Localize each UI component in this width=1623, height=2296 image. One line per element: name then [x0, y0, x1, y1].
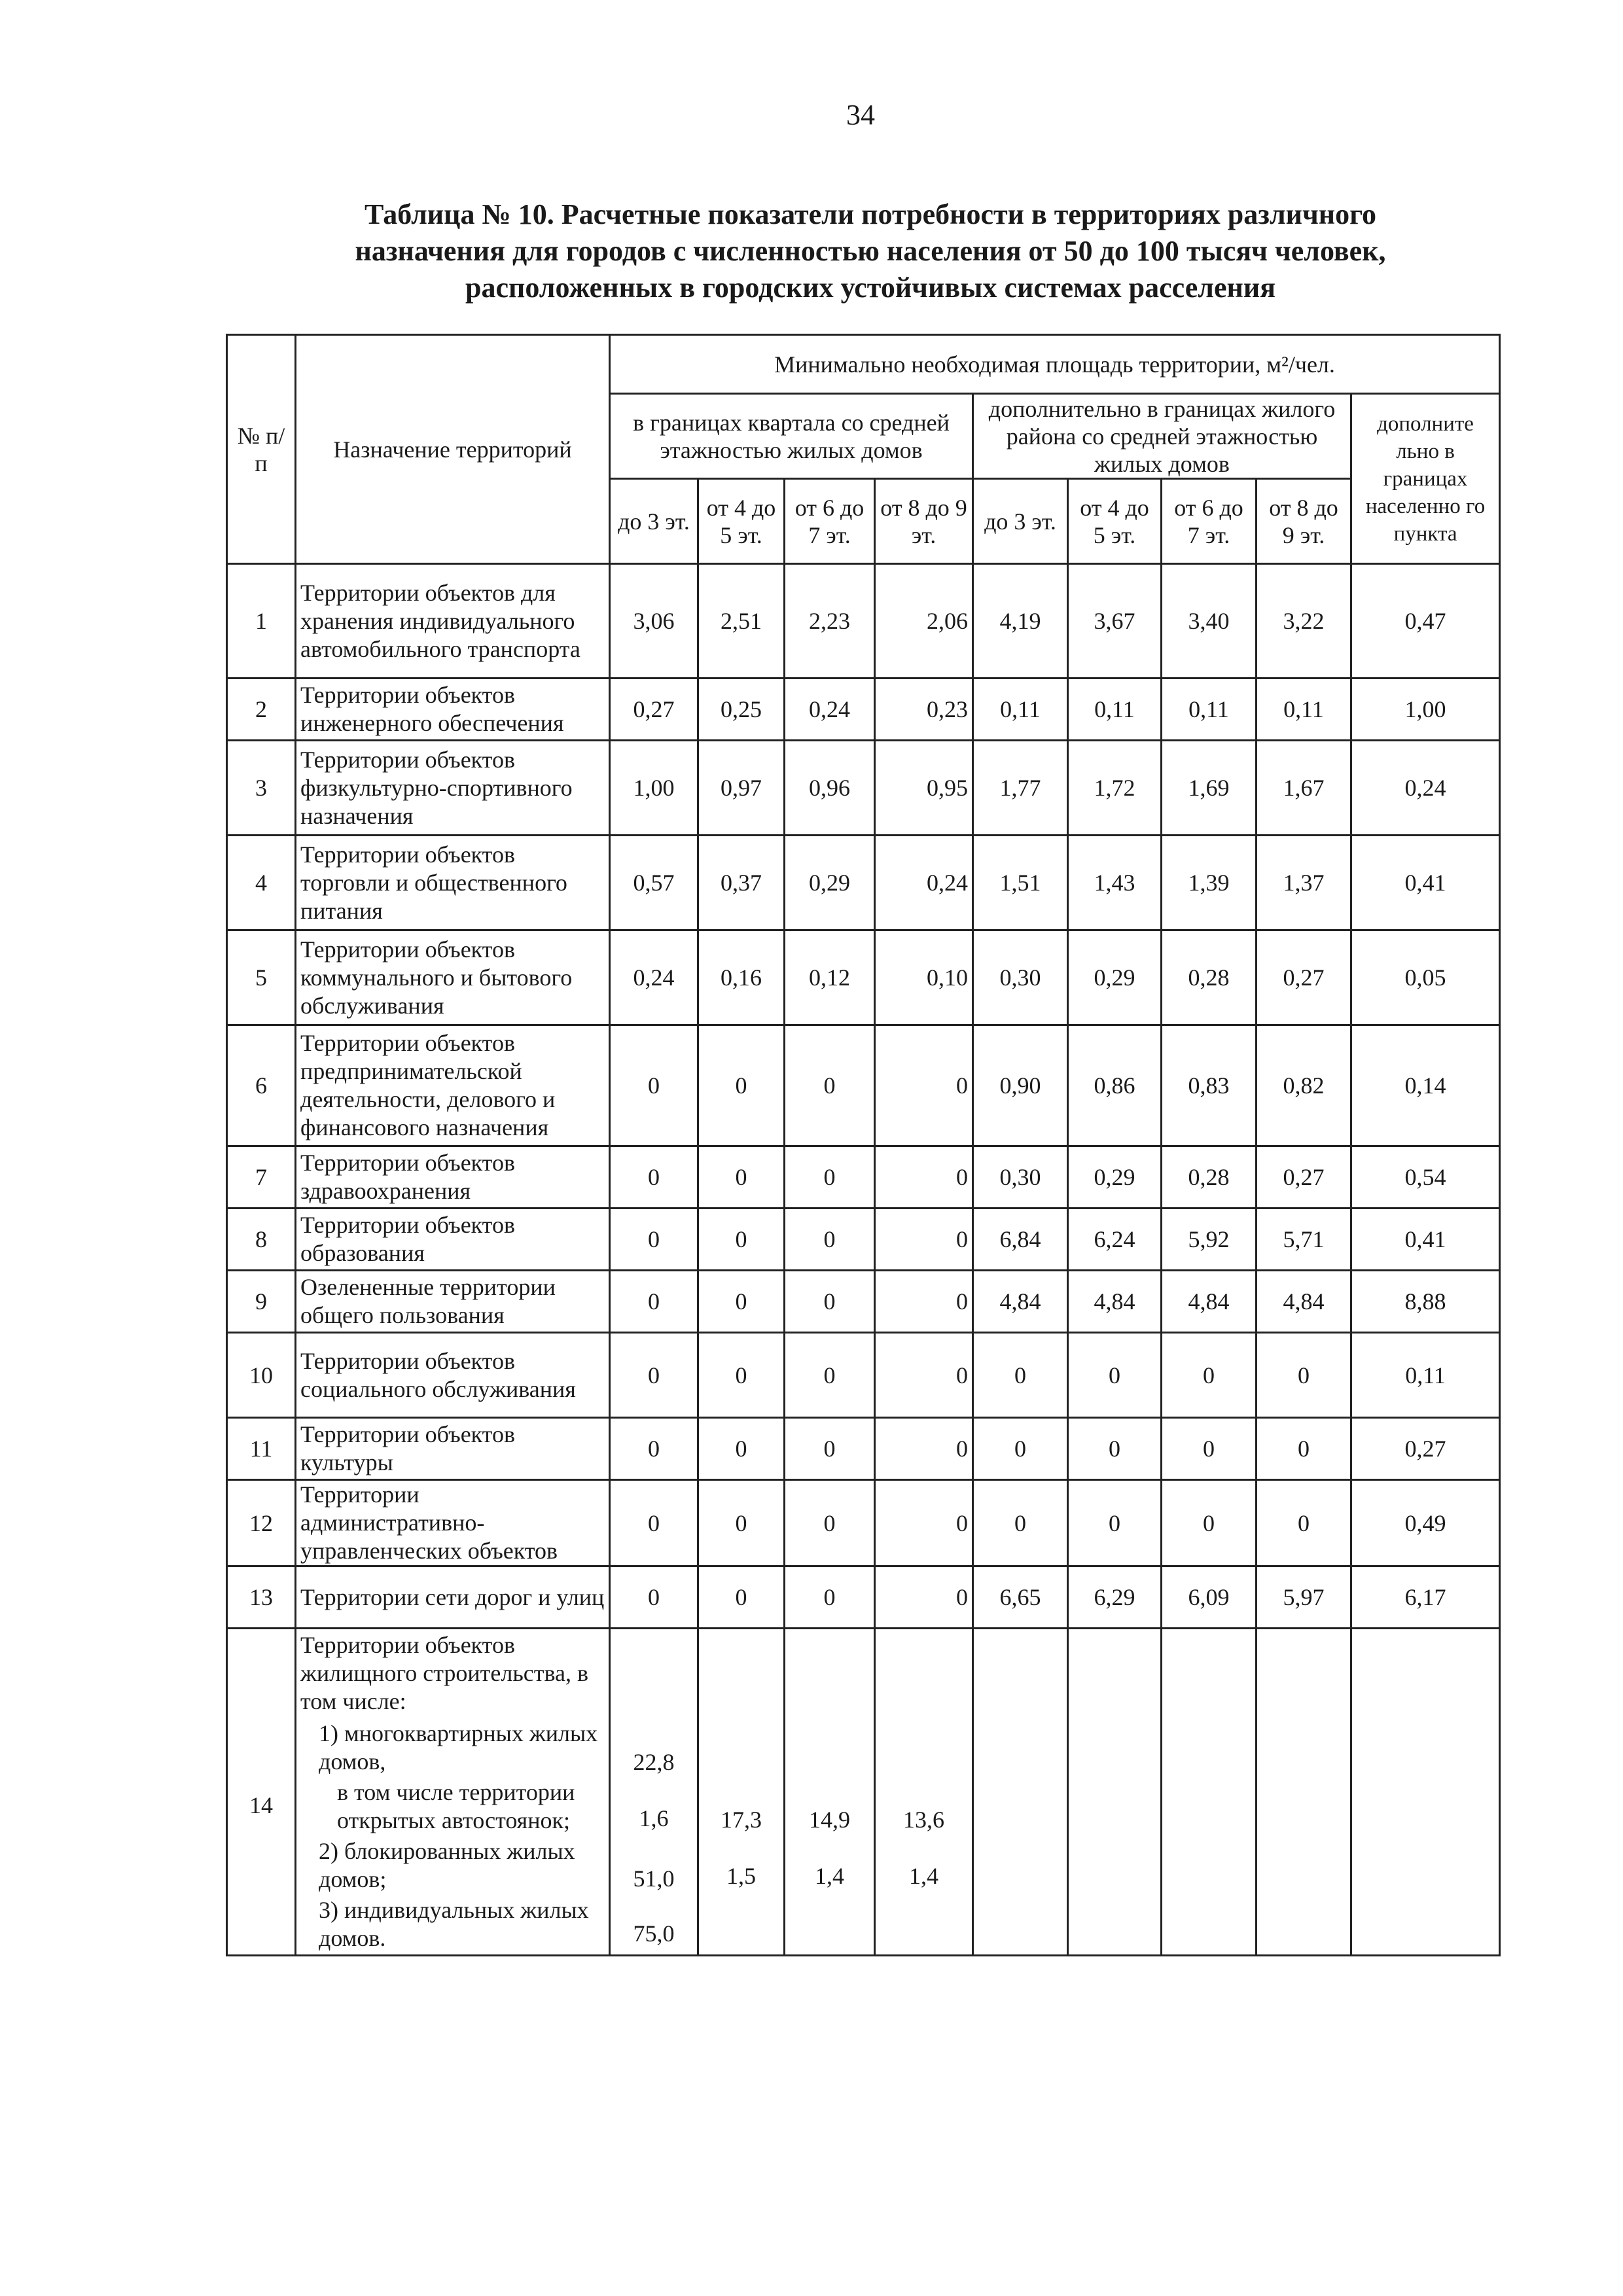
row-number: 8	[227, 1209, 296, 1271]
cell-value: 0	[1162, 1418, 1257, 1480]
cell-value: 0,54	[1351, 1146, 1500, 1209]
cell-value: 0,57	[610, 836, 698, 930]
header-group-block: в границах квартала со средней этажностью жилых домов	[610, 394, 973, 479]
header-floors: до 3 эт.	[973, 479, 1068, 564]
row14-col	[1257, 1629, 1351, 1956]
cell-value: 3,40	[1162, 564, 1257, 679]
cell-value: 4,84	[1068, 1271, 1162, 1333]
header-floors: от 4 до 5 эт.	[1068, 479, 1162, 564]
cell-value: 0	[698, 1025, 785, 1146]
cell-value: 1,5	[726, 1862, 756, 1889]
row-number: 13	[227, 1566, 296, 1629]
cell-value: 0,29	[1068, 1146, 1162, 1209]
cell-value: 0,83	[1162, 1025, 1257, 1146]
cell-value: 0,27	[610, 679, 698, 741]
header-floors: от 4 до 5 эт.	[698, 479, 785, 564]
row-purpose: Озелененные территории общего пользования	[296, 1271, 610, 1333]
cell-value: 4,84	[1162, 1271, 1257, 1333]
cell-value: 1,6	[639, 1805, 669, 1831]
cell-value: 0	[875, 1480, 973, 1566]
cell-value: 0,97	[698, 741, 785, 836]
table-row	[227, 1566, 1500, 1629]
cell-value: 0	[973, 1333, 1068, 1418]
cell-value: 0,12	[785, 930, 875, 1025]
table-title	[249, 196, 1492, 306]
header-floors: от 6 до 7 эт.	[1162, 479, 1257, 564]
row-number: 11	[227, 1418, 296, 1480]
cell-value: 0,28	[1162, 930, 1257, 1025]
cell-value: 0,29	[785, 836, 875, 930]
cell-value: 0	[698, 1566, 785, 1629]
row14-col	[875, 1629, 973, 1956]
table-row	[227, 1418, 1500, 1480]
cell-value: 2,06	[875, 564, 973, 679]
cell-value: 6,65	[973, 1566, 1068, 1629]
cell-value: 0	[875, 1333, 973, 1418]
row-number: 10	[227, 1333, 296, 1418]
cell-value: 6,84	[973, 1209, 1068, 1271]
row-number: 4	[227, 836, 296, 930]
cell-value: 0	[785, 1418, 875, 1480]
cell-value: 8,88	[1351, 1271, 1500, 1333]
header-group-district: дополнительно в границах жилого района со средней этажностью жилых домов	[973, 394, 1351, 479]
cell-value: 0,47	[1351, 564, 1500, 679]
cell-value: 0	[875, 1566, 973, 1629]
cell-value: 0,41	[1351, 1209, 1500, 1271]
cell-value: 1,69	[1162, 741, 1257, 836]
row14-heading: Территории объектов жилищного строительства, в том числе:	[300, 1632, 588, 1714]
row14-col	[785, 1629, 875, 1956]
row-purpose	[296, 1629, 610, 1956]
row-purpose: Территории объектов физкультурно-спортивного назначения	[296, 741, 610, 836]
cell-value: 0	[610, 1209, 698, 1271]
cell-value: 0	[785, 1146, 875, 1209]
cell-value: 0	[875, 1146, 973, 1209]
row14-col	[698, 1629, 785, 1956]
cell-value: 0	[698, 1333, 785, 1418]
title-line: Таблица № 10. Расчетные показатели потребности в территориях различного	[364, 198, 1377, 230]
table-row	[227, 1025, 1500, 1146]
cell-value: 0	[875, 1271, 973, 1333]
table-row	[227, 741, 1500, 836]
table-row	[227, 1271, 1500, 1333]
row-purpose: Территории объектов предпринимательской деятельности, делового и финансового назначения	[296, 1025, 610, 1146]
cell-value: 0	[1068, 1333, 1162, 1418]
cell-value: 4,19	[973, 564, 1068, 679]
row-purpose: Территории объектов инженерного обеспечения	[296, 679, 610, 741]
table-row-14	[227, 1629, 1500, 1956]
cell-value: 0,30	[973, 1146, 1068, 1209]
cell-value: 0	[1068, 1418, 1162, 1480]
cell-value: 0,41	[1351, 836, 1500, 930]
table-body	[227, 564, 1500, 1629]
cell-value: 3,22	[1257, 564, 1351, 679]
row-purpose: Территории административно-управленческих объектов	[296, 1480, 610, 1566]
cell-value: 0	[610, 1333, 698, 1418]
row-number: 6	[227, 1025, 296, 1146]
cell-value: 3,06	[610, 564, 698, 679]
cell-value: 5,97	[1257, 1566, 1351, 1629]
row-purpose: Территории объектов социального обслуживания	[296, 1333, 610, 1418]
row-purpose: Территории объектов образования	[296, 1209, 610, 1271]
cell-value: 5,92	[1162, 1209, 1257, 1271]
row14-col	[610, 1629, 698, 1956]
cell-value: 3,67	[1068, 564, 1162, 679]
cell-value: 0,11	[973, 679, 1068, 741]
row-number: 5	[227, 930, 296, 1025]
cell-value: 0,28	[1162, 1146, 1257, 1209]
cell-value: 0	[698, 1480, 785, 1566]
cell-value: 0,24	[785, 679, 875, 741]
table-row	[227, 1333, 1500, 1418]
cell-value: 1,77	[973, 741, 1068, 836]
cell-value: 0	[698, 1209, 785, 1271]
row14-item: 1) многоквартирных жилых домов,	[319, 1720, 598, 1775]
cell-value: 0,11	[1068, 679, 1162, 741]
cell-value: 0,95	[875, 741, 973, 836]
cell-value: 0	[785, 1271, 875, 1333]
cell-value: 1,00	[1351, 679, 1500, 741]
cell-value: 0,27	[1257, 1146, 1351, 1209]
row-purpose: Территории объектов торговли и общественного питания	[296, 836, 610, 930]
table-row	[227, 679, 1500, 741]
cell-value: 0,90	[973, 1025, 1068, 1146]
cell-value: 1,43	[1068, 836, 1162, 930]
cell-value: 0	[875, 1209, 973, 1271]
cell-value: 2,51	[698, 564, 785, 679]
row-number: 3	[227, 741, 296, 836]
cell-value: 6,09	[1162, 1566, 1257, 1629]
cell-value: 0	[610, 1271, 698, 1333]
cell-value: 0	[973, 1418, 1068, 1480]
cell-value: 1,51	[973, 836, 1068, 930]
cell-value: 0	[610, 1146, 698, 1209]
cell-value: 1,4	[815, 1862, 844, 1889]
cell-value: 5,71	[1257, 1209, 1351, 1271]
cell-value: 0	[1162, 1480, 1257, 1566]
row-purpose: Территории сети дорог и улиц	[296, 1566, 610, 1629]
cell-value: 0,11	[1351, 1333, 1500, 1418]
title-line: расположенных в городских устойчивых системах расселения	[465, 272, 1275, 304]
cell-value: 0	[1257, 1333, 1351, 1418]
row14-col	[1162, 1629, 1257, 1956]
cell-value: 0,37	[698, 836, 785, 930]
cell-value: 0,24	[1351, 741, 1500, 836]
header-floors: от 8 до 9 эт.	[875, 479, 973, 564]
cell-value: 75,0	[633, 1920, 675, 1947]
header-floors: до 3 эт.	[610, 479, 698, 564]
header-floors: от 6 до 7 эт.	[785, 479, 875, 564]
table-row	[227, 1146, 1500, 1209]
cell-value: 2,23	[785, 564, 875, 679]
table-row	[227, 564, 1500, 679]
cell-value: 1,4	[909, 1862, 938, 1889]
cell-value: 1,72	[1068, 741, 1162, 836]
page-number: 34	[846, 99, 875, 131]
row14-col	[1351, 1629, 1500, 1956]
row-number: 7	[227, 1146, 296, 1209]
cell-value: 6,29	[1068, 1566, 1162, 1629]
cell-value: 0	[1068, 1480, 1162, 1566]
cell-value: 0	[610, 1025, 698, 1146]
cell-value: 6,24	[1068, 1209, 1162, 1271]
cell-value: 0	[785, 1480, 875, 1566]
cell-value: 14,9	[809, 1806, 850, 1833]
cell-value: 0,10	[875, 930, 973, 1025]
cell-value: 22,8	[633, 1748, 675, 1775]
cell-value: 0	[785, 1209, 875, 1271]
row-number: 12	[227, 1480, 296, 1566]
cell-value: 0,05	[1351, 930, 1500, 1025]
cell-value: 0,30	[973, 930, 1068, 1025]
header-number: № п/п	[227, 335, 296, 564]
row-number: 14	[227, 1629, 296, 1956]
cell-value: 0,11	[1162, 679, 1257, 741]
cell-value: 0	[610, 1480, 698, 1566]
row14-col	[973, 1629, 1068, 1956]
cell-value: 1,37	[1257, 836, 1351, 930]
cell-value: 1,67	[1257, 741, 1351, 836]
header-main-group: Минимально необходимая площадь территории, м²/чел.	[610, 335, 1500, 394]
cell-value: 0,27	[1351, 1418, 1500, 1480]
requirements-table	[226, 334, 1501, 1956]
cell-value: 0	[698, 1418, 785, 1480]
table-row	[227, 1480, 1500, 1566]
header-group-settlement: дополните льно в границах населенно го пункта	[1351, 394, 1500, 564]
cell-value: 0	[875, 1418, 973, 1480]
row14-item: 2) блокированных жилых домов;	[319, 1838, 575, 1892]
row-number: 1	[227, 564, 296, 679]
cell-value: 0,96	[785, 741, 875, 836]
cell-value: 0	[785, 1333, 875, 1418]
cell-value: 1,39	[1162, 836, 1257, 930]
cell-value: 0	[698, 1271, 785, 1333]
row14-item: 3) индивидуальных жилых домов.	[319, 1897, 589, 1951]
cell-value: 0	[973, 1480, 1068, 1566]
cell-value: 0,23	[875, 679, 973, 741]
cell-value: 0,14	[1351, 1025, 1500, 1146]
row-number: 2	[227, 679, 296, 741]
header-floors: от 8 до 9 эт.	[1257, 479, 1351, 564]
row-purpose: Территории объектов здравоохранения	[296, 1146, 610, 1209]
row-purpose: Территории объектов культуры	[296, 1418, 610, 1480]
cell-value: 51,0	[633, 1865, 675, 1892]
cell-value: 0	[785, 1566, 875, 1629]
title-line: назначения для городов с численностью населения от 50 до 100 тысяч человек,	[355, 235, 1386, 267]
table-row	[227, 1209, 1500, 1271]
cell-value: 0	[610, 1566, 698, 1629]
cell-value: 4,84	[973, 1271, 1068, 1333]
cell-value: 0,49	[1351, 1480, 1500, 1566]
cell-value: 0,27	[1257, 930, 1351, 1025]
header-purpose: Назначение территорий	[296, 335, 610, 564]
cell-value: 0,16	[698, 930, 785, 1025]
cell-value: 0	[1257, 1418, 1351, 1480]
cell-value: 0	[698, 1146, 785, 1209]
cell-value: 0,29	[1068, 930, 1162, 1025]
row14-item: в том числе территории открытых автостоянок;	[337, 1779, 575, 1833]
cell-value: 0,24	[610, 930, 698, 1025]
row-purpose: Территории объектов для хранения индивидуального автомобильного транспорта	[296, 564, 610, 679]
cell-value: 0	[610, 1418, 698, 1480]
row14-col	[1068, 1629, 1162, 1956]
table-row	[227, 836, 1500, 930]
cell-value: 0	[785, 1025, 875, 1146]
cell-value: 0	[1257, 1480, 1351, 1566]
cell-value: 0,86	[1068, 1025, 1162, 1146]
cell-value: 0,24	[875, 836, 973, 930]
cell-value: 0	[1162, 1333, 1257, 1418]
cell-value: 17,3	[721, 1806, 762, 1833]
table-row	[227, 930, 1500, 1025]
cell-value: 1,00	[610, 741, 698, 836]
cell-value: 0,11	[1257, 679, 1351, 741]
cell-value: 0,82	[1257, 1025, 1351, 1146]
cell-value: 0	[875, 1025, 973, 1146]
row-number: 9	[227, 1271, 296, 1333]
cell-value: 4,84	[1257, 1271, 1351, 1333]
row-purpose: Территории объектов коммунального и бытового обслуживания	[296, 930, 610, 1025]
cell-value: 13,6	[903, 1806, 944, 1833]
cell-value: 6,17	[1351, 1566, 1500, 1629]
cell-value: 0,25	[698, 679, 785, 741]
